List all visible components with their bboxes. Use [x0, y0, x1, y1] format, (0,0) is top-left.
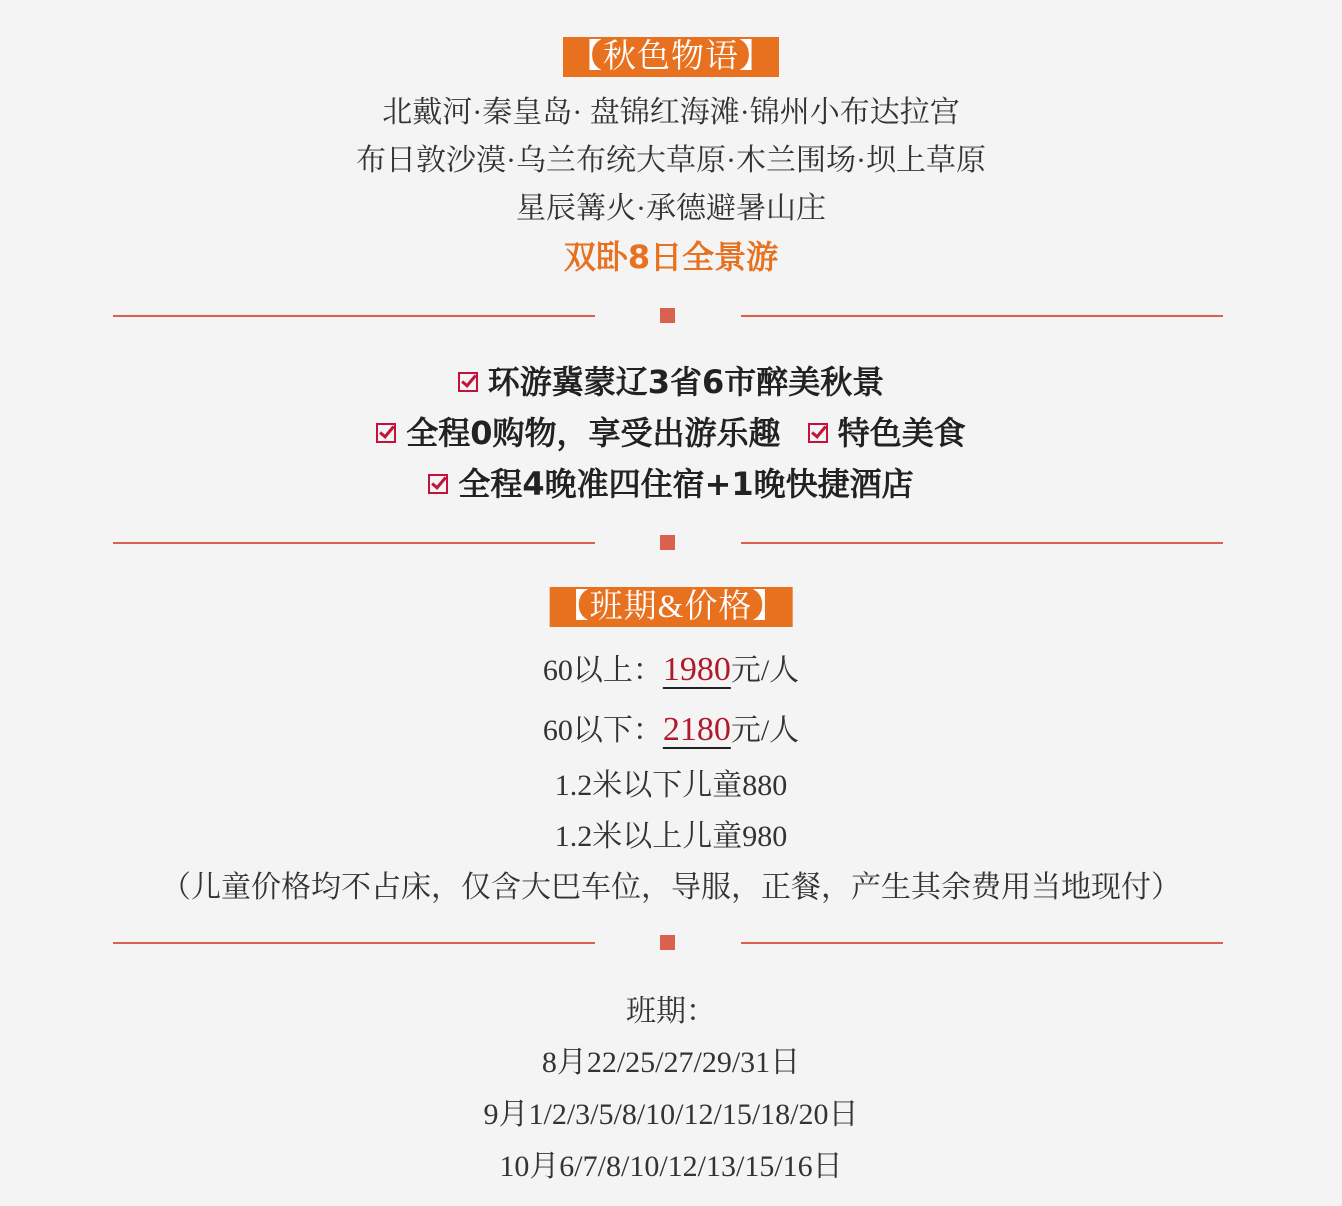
divider-dot: [660, 935, 675, 950]
divider-line: [741, 315, 1223, 317]
divider-2: [113, 535, 1223, 551]
feature-row-3: [0, 459, 1342, 505]
checkbox-checked-icon: [808, 423, 828, 443]
schedule-label: 班期：: [626, 995, 716, 1028]
checkbox-checked-icon: [428, 474, 448, 494]
feature-text: 特色美食: [837, 414, 966, 452]
divider-1: [113, 308, 1223, 324]
child-price-above: 1.2米以上儿童980: [554, 820, 788, 853]
divider-dot: [660, 308, 675, 323]
divider-line: [113, 942, 595, 944]
price-value: 1980: [662, 651, 731, 688]
price-label: 60以上：: [542, 654, 663, 687]
price-row-below60: [0, 705, 1342, 749]
divider-line: [741, 942, 1223, 944]
feature-row-1: [0, 357, 1342, 403]
feature-row-2: [0, 408, 1342, 454]
schedule-august: 8月22/25/27/29/31日: [541, 1046, 801, 1079]
price-row-above60: [0, 645, 1342, 689]
divider-line: [113, 542, 595, 544]
section-tag-pricing: 【班期&价格】: [550, 587, 793, 627]
divider-dot: [660, 535, 675, 550]
price-unit: 元/人: [730, 714, 800, 747]
feature-text: 环游冀蒙辽3省6市醉美秋景: [487, 363, 885, 401]
checkbox-checked-icon: [376, 423, 396, 443]
feature-text: 全程4晚准四住宿+1晚快捷酒店: [458, 465, 914, 503]
child-price-below: 1.2米以下儿童880: [554, 769, 788, 802]
section-tag-autumn: 【秋色物语】: [563, 37, 779, 77]
schedule-october: 10月6/7/8/10/12/13/15/16日: [499, 1150, 843, 1183]
divider-line: [741, 542, 1223, 544]
pricing-note: （儿童价格均不占床，仅含大巴车位，导服，正餐，产生其余费用当地现付）: [161, 871, 1181, 904]
schedule-september: 9月1/2/3/5/8/10/12/15/18/20日: [483, 1098, 859, 1131]
divider-3: [113, 935, 1223, 951]
divider-line: [113, 315, 595, 317]
route-line-2: 布日敦沙漠·乌兰布统大草原·木兰围场·坝上草原: [356, 144, 986, 177]
route-line-1: 北戴河·秦皇岛· 盘锦红海滩·锦州小布达拉宫: [382, 96, 960, 129]
price-value: 2180: [662, 711, 731, 748]
tour-highlight: 双卧8日全景游: [563, 238, 779, 276]
checkbox-checked-icon: [458, 372, 478, 392]
price-unit: 元/人: [730, 654, 800, 687]
price-label: 60以下：: [542, 714, 663, 747]
feature-text: 全程0购物，享受出游乐趣: [406, 414, 781, 452]
route-line-3: 星辰篝火·承德避暑山庄: [516, 192, 826, 225]
